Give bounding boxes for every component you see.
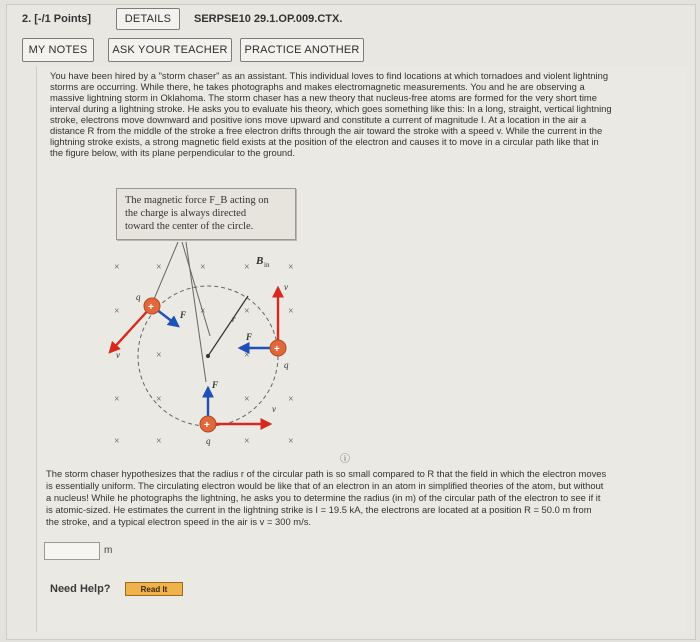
hypothesis-line: a nucleus! While he photographs the lightning, he asks you to determine the radius (in m) of the circular path of the electron to see if it bbox=[46, 492, 601, 503]
charge-label: q bbox=[206, 436, 211, 446]
svg-text:×: × bbox=[114, 436, 120, 447]
svg-text:×: × bbox=[200, 262, 206, 273]
svg-text:×: × bbox=[114, 262, 120, 273]
info-icon[interactable]: ⓘ bbox=[340, 454, 350, 465]
svg-text:×: × bbox=[114, 394, 120, 405]
problem-line: You have been hired by a "storm chaser" as an assistant. This individual loves to find locations at which tornadoes and violent lightning bbox=[50, 70, 609, 81]
svg-text:×: × bbox=[288, 306, 294, 317]
svg-text:×: × bbox=[200, 306, 206, 317]
details-button[interactable]: DETAILS bbox=[116, 8, 180, 30]
force-label: F bbox=[212, 380, 219, 390]
problem-line: lightning stroke exists, a strong magnetic field exists at the position of the electron and causes it to move in a circular path like that in bbox=[50, 136, 599, 147]
my-notes-button[interactable]: MY NOTES bbox=[22, 38, 94, 62]
velocity-label: v bbox=[284, 282, 288, 292]
svg-text:×: × bbox=[244, 350, 250, 361]
question-header bbox=[22, 13, 91, 25]
force-label: F bbox=[180, 310, 187, 320]
question-points: [-/1 Points] bbox=[34, 13, 92, 25]
callout-line: toward the center of the circle. bbox=[125, 221, 254, 232]
svg-text:×: × bbox=[288, 262, 294, 273]
hypothesis-line: is atomic-sized. He estimates the current in the lightning strike is I = 19.5 kA, the electrons are located at a position R = 50.0 m from bbox=[46, 504, 592, 515]
problem-line: interval during a lightning stroke. He asks you to evaluate his theory, which goes something like this: In a long, straight, vertical lightning bbox=[50, 103, 612, 114]
charge-sign: + bbox=[204, 420, 210, 431]
force-label: F bbox=[246, 332, 253, 342]
problem-line: massive lightning storm in Oklahoma. The storm chaser has a new theory that nucleus-free atoms are formed for the very short time bbox=[50, 92, 597, 103]
svg-text:×: × bbox=[156, 262, 162, 273]
callout-pointer bbox=[182, 242, 210, 336]
circle-center bbox=[206, 354, 210, 358]
svg-text:B: B bbox=[256, 255, 264, 267]
ask-teacher-button[interactable]: ASK YOUR TEACHER bbox=[108, 38, 232, 62]
callout-pointer bbox=[152, 242, 178, 304]
svg-text:×: × bbox=[244, 394, 250, 405]
hypothesis-line: is essentially uniform. The circulating electron would be like that of an electron in an atom in simplified theories of the atom, but without bbox=[46, 480, 604, 491]
svg-text:×: × bbox=[156, 350, 162, 361]
problem-line: stroke, electrons move downward and positive ions move upward and constitute a current of magnitude I. At a location in the air a bbox=[50, 114, 587, 125]
svg-text:in: in bbox=[264, 261, 270, 269]
problem-line: the figure below, with its plane perpendicular to the ground. bbox=[50, 147, 295, 158]
charge-label: q bbox=[136, 292, 141, 302]
problem-code: SERPSE10 29.1.OP.009.CTX. bbox=[194, 13, 343, 25]
svg-text:×: × bbox=[288, 436, 294, 447]
callout-line: the charge is always directed bbox=[125, 208, 247, 219]
answer-input[interactable] bbox=[44, 542, 100, 560]
force-callout bbox=[116, 188, 296, 240]
question-number: 2. bbox=[22, 13, 32, 25]
charge-sign: + bbox=[148, 302, 154, 313]
radius-label: r bbox=[232, 314, 236, 324]
answer-unit: m bbox=[104, 545, 113, 556]
svg-text:×: × bbox=[288, 394, 294, 405]
callout-line: The magnetic force F_B acting on bbox=[125, 195, 269, 206]
field-label bbox=[255, 255, 270, 269]
problem-line: storms are occurring. While there, he takes photographs and makes electromagnetic measurements. You and he are observing a bbox=[50, 81, 585, 92]
velocity-label: v bbox=[116, 350, 120, 360]
svg-text:×: × bbox=[244, 306, 250, 317]
svg-text:×: × bbox=[156, 394, 162, 405]
problem-line: distance R from the middle of the stroke a free electron drifts through the air toward the stroke with a speed v. While the current in the bbox=[50, 125, 603, 136]
svg-text:×: × bbox=[114, 306, 120, 317]
practice-another-button[interactable]: PRACTICE ANOTHER bbox=[240, 38, 364, 62]
read-it-button[interactable]: Read It bbox=[125, 582, 183, 596]
hypothesis-line: the stroke, and a typical electron speed in the air is v = 300 m/s. bbox=[46, 516, 311, 527]
charge-sign: + bbox=[274, 344, 280, 355]
hypothesis-line: The storm chaser hypothesizes that the radius r of the circular path is so small compared to R that the field in which the electron moves bbox=[46, 468, 607, 479]
svg-text:×: × bbox=[244, 436, 250, 447]
svg-text:×: × bbox=[156, 436, 162, 447]
charge-label: q bbox=[284, 360, 289, 370]
need-help-label: Need Help? bbox=[50, 583, 111, 595]
svg-text:×: × bbox=[244, 262, 250, 273]
velocity-label: v bbox=[272, 404, 276, 414]
